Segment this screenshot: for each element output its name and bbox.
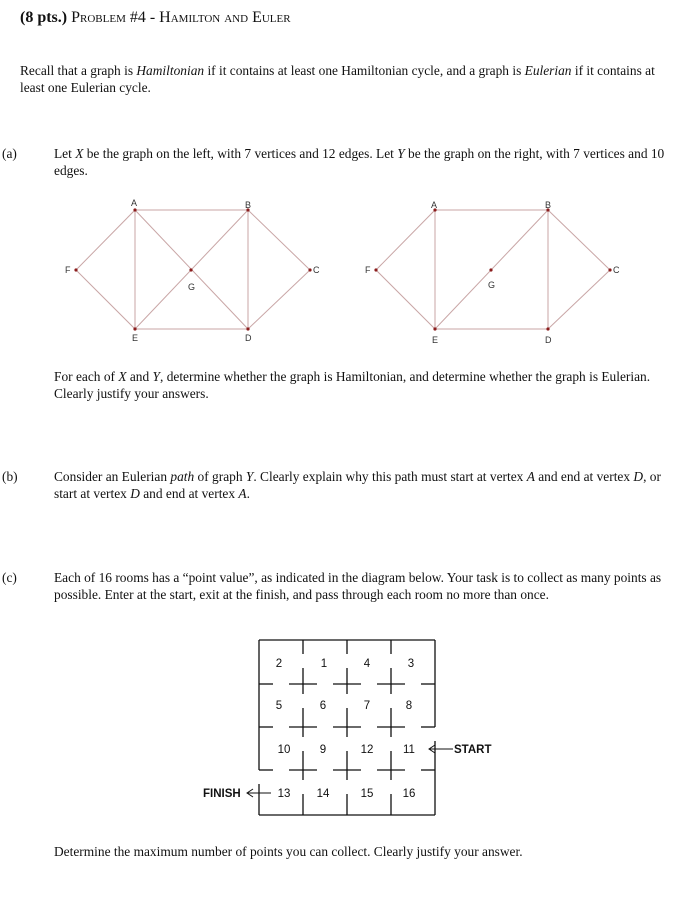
room-value: 5 — [275, 700, 283, 712]
part-c-text: (c) Each of 16 rooms has a “point value”, as indicated in the diagram below. Your task is to collect as many points as possible. Enter at the start, exit at the finish, and pass through each room no more than once. — [2, 570, 662, 602]
room-value: 13 — [277, 788, 291, 800]
vertex-label: A — [131, 198, 138, 208]
vertex-label: D — [245, 333, 252, 343]
vertex-label: C — [313, 265, 320, 275]
vertex-label: G — [188, 282, 196, 292]
finish-label: FINISH — [203, 788, 241, 800]
room-value: 16 — [402, 788, 416, 800]
vertex-label: F — [365, 265, 371, 275]
vertex-label: A — [431, 200, 438, 210]
room-value: 11 — [403, 744, 415, 756]
problem-heading: Problem #4 - Hamilton and Euler — [71, 9, 291, 26]
part-a-text: (a) Let X be the graph on the left, with 7 vertices and 12 edges. Let Y be the graph on the right, with 7 vertices and 10 edges. — [2, 146, 665, 178]
vertex-label: C — [613, 265, 620, 275]
room-value: 10 — [277, 744, 291, 756]
points-label: (8 pts.) — [20, 9, 68, 26]
room-value: 9 — [319, 744, 327, 756]
room-value: 14 — [316, 788, 330, 800]
vertex-label: F — [65, 265, 71, 275]
room-value: 1 — [320, 658, 328, 670]
rooms-diagram — [195, 632, 505, 822]
problem-title — [20, 9, 291, 27]
vertex-label: B — [545, 200, 552, 210]
vertex-label: B — [245, 200, 252, 210]
vertex-label: E — [132, 333, 139, 343]
room-value: 8 — [405, 700, 413, 712]
part-c-final: Determine the maximum number of points you can collect. Clearly justify your answer. — [54, 844, 523, 859]
room-value: 15 — [360, 788, 374, 800]
room-value: 7 — [363, 700, 371, 712]
part-a-question: For each of X and Y, determine whether the graph is Hamiltonian, and determine whether the graph is Eulerian. Clearly justify your answers. — [54, 369, 651, 401]
room-value: 6 — [319, 700, 327, 712]
start-label: START — [454, 744, 492, 756]
vertex-label: G — [488, 280, 496, 290]
start-arrow-icon — [429, 745, 453, 753]
graph-x — [60, 198, 330, 348]
intro-paragraph: Recall that a graph is Hamiltonian if it contains at least one Hamiltonian cycle, and a graph is Eulerian if it contains at least one Eulerian cycle. — [20, 63, 655, 95]
part-b-text: (b) Consider an Eulerian path of graph Y. Clearly explain why this path must start at vertex A and end at vertex D, or start at vertex D and end at vertex A. — [2, 469, 661, 501]
vertex-label: E — [432, 335, 439, 345]
room-value: 12 — [360, 744, 374, 756]
vertex-label: D — [545, 335, 552, 345]
room-value: 3 — [407, 658, 415, 670]
room-value: 4 — [363, 658, 371, 670]
room-value: 2 — [275, 658, 283, 670]
graph-y — [360, 198, 630, 348]
